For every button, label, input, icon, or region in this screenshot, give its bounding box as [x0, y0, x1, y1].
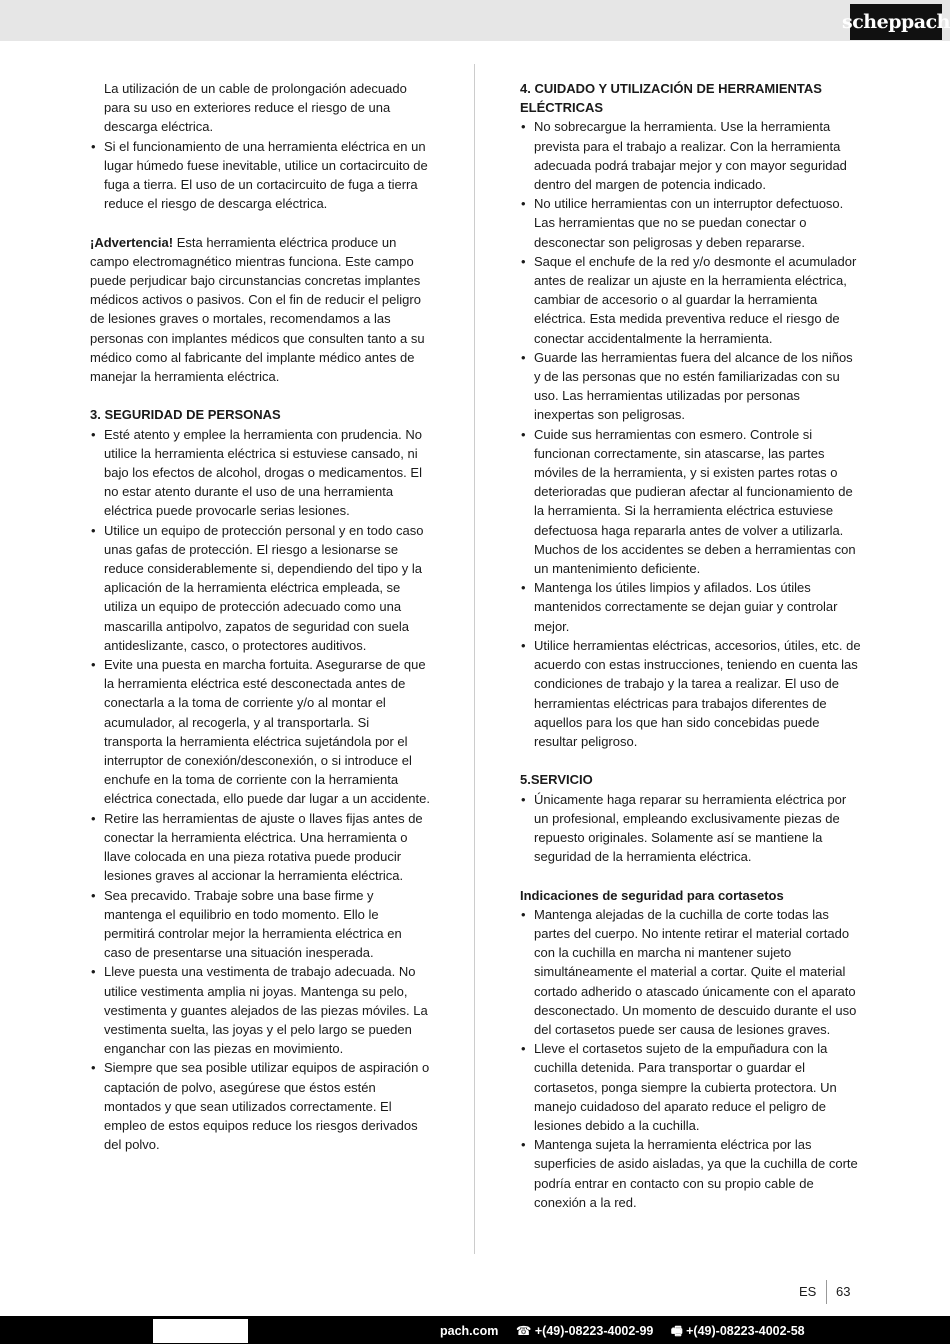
website-link[interactable]: pach.com — [440, 1324, 499, 1338]
list-item: • Mantenga los útiles limpios y afilados. Los útiles mantenidos correctamente se dejan guiar y controlar mejor. — [520, 578, 862, 636]
hedge-trimmer-bullet-list — [520, 905, 862, 1212]
list-item: • Evite una puesta en marcha fortuita. Asegurarse de que la herramienta eléctrica esté desconectada antes de conectarla a la toma de corriente y/o al montar el acumulador, al recogerla, y al transportarla. Si transporta la herramienta eléctrica sujetándola por el interruptor de conexión/desconexión, o si introduce el enchufe en la toma de corriente con la herramienta eléctrica conectada, ello puede dar lugar a un accidente. — [90, 655, 430, 809]
list-item: • Utilice herramientas eléctricas, accesorios, útiles, etc. de acuerdo con estas instrucciones, teniendo en cuenta las condiciones de trabajo y la tarea a realizar. El uso de herramientas eléctricas para trabajos diferentes de aquellos para los que han sido concebidas puede resultar peligroso. — [520, 636, 862, 751]
list-item: • No utilice herramientas con un interruptor defectuoso. Las herramientas que no se puedan conectar o desconectar son peligrosas y deben repararse. — [520, 194, 862, 252]
right-column — [520, 79, 862, 1212]
brand-logo-text: scheppach — [842, 11, 950, 33]
list-item: • Retire las herramientas de ajuste o llaves fijas antes de conectar la herramienta eléctrica. Una herramienta o llave colocada en una pieza rotativa puede producir lesiones graves al accionar la herramienta eléctrica. — [90, 809, 430, 886]
list-item: • Si el funcionamiento de una herramienta eléctrica en un lugar húmedo fuese inevitable, utilice un cortacircuito de fuga a tierra. El uso de un cortacircuito de fuga a tierra reduce el riesgo de descarga eléctrica. — [90, 137, 430, 214]
brand-logo — [842, 4, 950, 40]
contact-info — [440, 1322, 819, 1343]
warning-paragraph — [90, 233, 430, 387]
list-item: • Utilice un equipo de protección personal y en todo caso unas gafas de protección. El riesgo a lesionarse se reduce considerablemente si, dependiendo del tipo y la aplicación de la herramienta eléctrica empleada, se utiliza un equipo de protección adecuado como una mascarilla antipolvo, zapatos de seguridad con suela antideslizante, casco, o protectores auditivos. — [90, 521, 430, 655]
warning-text: Esta herramienta eléctrica produce un campo electromagnético mientras funciona. Este campo puede perjudicar bajo circunstancias concretas implantes médicos activos o pasivos. Con el fin de reducir el peligro de lesiones graves o mortales, recomendamos a las personas con implantes médicos que consulten tanto a su médico como al fabricante del implante médico antes de manejar la herramienta eléctrica. — [90, 234, 425, 385]
page-number: 63 — [836, 1284, 851, 1299]
footer-separator — [826, 1280, 827, 1304]
list-item: • Mantenga sujeta la herramienta eléctrica por las superficies de asido aisladas, ya que la cuchilla de corte podría entrar en contacto con su propio cable de conexión a la red. — [520, 1135, 862, 1212]
list-item: • Mantenga alejadas de la cuchilla de corte todas las partes del cuerpo. No intente retirar el material cortado con la cuchilla en marcha ni mantener sujeto simultáneamente el material a cortar. Quite el material cortado adherido o atascado únicamente con el aparato desconectado. Un momento de descuido durante el uso del cortasetos puede ser causa de lesiones graves. — [520, 905, 862, 1039]
section-4-bullet-list — [520, 117, 862, 751]
hedge-trimmer-safety-heading: Indicaciones de seguridad para cortasetos — [520, 887, 784, 903]
list-item: • Lleve puesta una vestimenta de trabajo adecuada. No utilice vestimenta amplia ni joyas. Mantenga su pelo, vestimenta y guantes alejados de las piezas móviles. La vestimenta suelta, las joyas y el pelo largo se pueden enganchar con las piezas en movimiento. — [90, 962, 430, 1058]
list-item: • Esté atento y emplee la herramienta con prudencia. No utilice la herramienta eléctrica si estuviese cansado, ni bajo los efectos de alcohol, drogas o medicamentos. El no estar atento durante el uso de una herramienta eléctrica puede provocarle serias lesiones. — [90, 425, 430, 521]
fax-number: 🖷 +(49)-08223-4002-58 — [670, 1324, 805, 1338]
list-item: • Sea precavido. Trabaje sobre una base firme y mantenga el equilibrio en todo momento. Ello le permitirá controlar mejor la herramienta eléctrica en caso de presentarse una situación inesperada. — [90, 886, 430, 963]
intro-bullet-list — [90, 137, 430, 214]
contact-bar-blank-box — [153, 1319, 248, 1343]
language-code: ES — [799, 1284, 817, 1299]
list-item: • Cuide sus herramientas con esmero. Controle si funcionan correctamente, sin atascarse, las partes móviles de la herramienta, y si existen partes rotas o deterioradas que pudieran afectar al funcionamiento de la herramienta. Si la herramienta eléctrica estuviese defectuosa haga repararla antes de volver a utilizarla. Muchos de los accidentes se deben a herramientas con un mantenimiento deficiente. — [520, 425, 862, 579]
list-item: • No sobrecargue la herramienta. Use la herramienta prevista para el trabajo a realizar. Con la herramienta adecuada podrá trabajar mejor y con mayor seguridad dentro del margen de potencia indicado. — [520, 117, 862, 194]
intro-paragraph: La utilización de un cable de prolongación adecuado para su uso en exteriores reduce el riesgo de una descarga eléctrica. — [104, 81, 407, 135]
list-item: • Únicamente haga reparar su herramienta eléctrica por un profesional, empleando exclusivamente piezas de repuesto originales. Solamente así se mantiene la seguridad de la herramienta eléctrica. — [520, 790, 862, 867]
section-4-heading: 4. CUIDADO Y UTILIZACIÓN DE HERRAMIENTAS ELÉCTRICAS — [520, 81, 822, 116]
section-3-bullet-list — [90, 425, 430, 1155]
section-3-heading: 3. SEGURIDAD DE PERSONAS — [90, 407, 281, 423]
column-divider — [474, 64, 475, 1254]
section-5-bullet-list — [520, 790, 862, 867]
header-band — [0, 0, 950, 41]
warning-label: ¡Advertencia! — [90, 234, 174, 250]
list-item: • Siempre que sea posible utilizar equipos de aspiración o captación de polvo, asegúrese que éstos estén montados y que sean utilizados correctamente. El empleo de estos equipos reduce los riesgos derivados del polvo. — [90, 1058, 430, 1154]
phone-number: ☎ +(49)-08223-4002-99 — [515, 1324, 654, 1338]
section-5-heading: 5.SERVICIO — [520, 772, 593, 788]
list-item: • Lleve el cortasetos sujeto de la empuñadura con la cuchilla detenida. Para transportar o guardar el cortasetos, ponga siempre la cubierta protectora. Un manejo cuidadoso del aparato reduce el peligro de lesiones debido a la cuchilla. — [520, 1039, 862, 1135]
contact-bar — [0, 1316, 950, 1344]
list-item: • Saque el enchufe de la red y/o desmonte el acumulador antes de realizar un ajuste en la herramienta eléctrica, cambiar de accesorio o al guardar la herramienta eléctrica. Esta medida preventiva reduce el riesgo de conectar accidentalmente la herramienta. — [520, 252, 862, 348]
left-column — [90, 79, 430, 1154]
list-item: • Guarde las herramientas fuera del alcance de los niños y de las personas que no estén familiarizadas con su uso. Las herramientas utilizadas por personas inexpertas son peligrosas. — [520, 348, 862, 425]
